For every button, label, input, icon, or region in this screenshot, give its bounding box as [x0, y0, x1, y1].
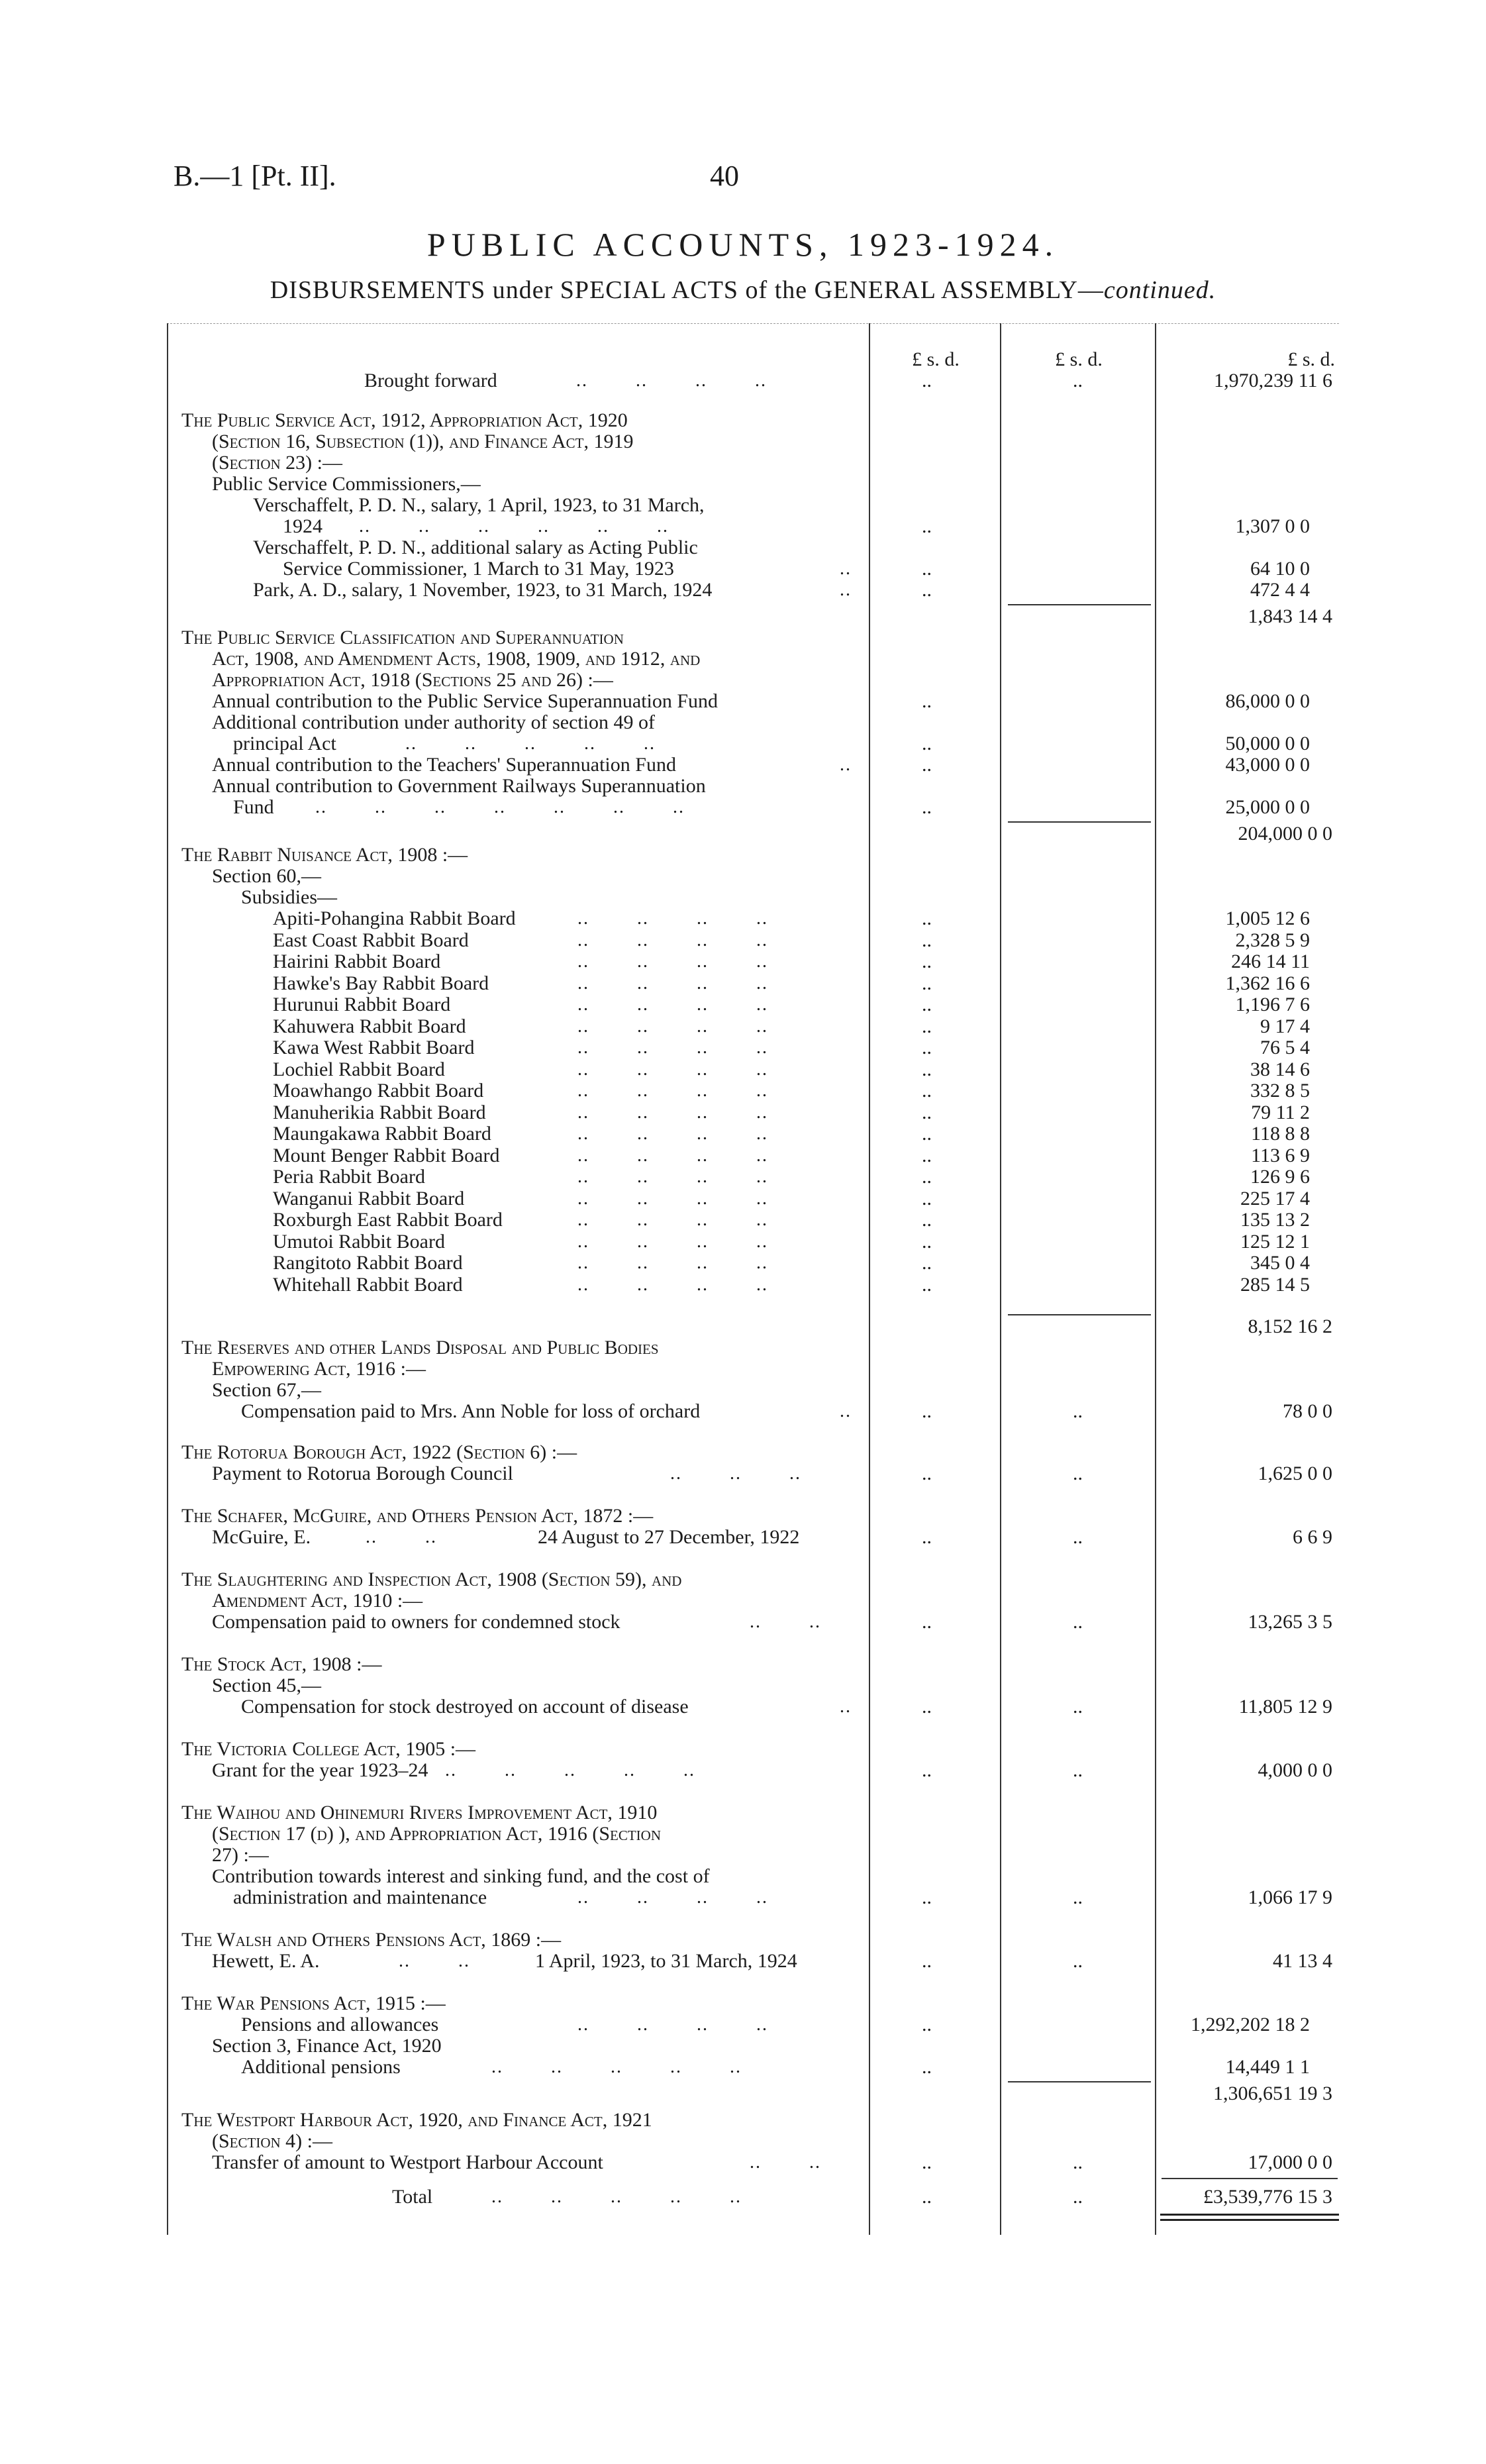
page-subtitle	[0, 276, 1486, 305]
section-heading	[167, 409, 1339, 432]
item-text: 1924	[283, 515, 322, 537]
item-row	[167, 690, 1339, 713]
item-period: 1 April, 1923, to 31 March, 1924	[535, 1950, 797, 1972]
heading-line: The Public Service Classification and Superannuation	[181, 627, 624, 648]
col2-dots: ..	[1073, 1759, 1083, 1781]
item-amount: 25,000 0 0	[1225, 796, 1310, 818]
col1-dots: ..	[922, 579, 932, 601]
heading-line: The Slaughtering and Inspection Act, 1908 (Section 59), and	[181, 1568, 682, 1590]
item-text: Grant for the year 1923–24	[212, 1759, 428, 1781]
item-amount: 472 4 4	[1250, 579, 1310, 601]
rabbit-board-amount: 9 17 4	[1260, 1015, 1310, 1037]
item-row	[167, 1886, 1339, 1909]
col1-dots: ..	[922, 1886, 932, 1908]
item-text: Transfer of amount to Westport Harbour Account	[212, 2151, 603, 2173]
heading-line: Empowering Act, 1916 :—	[212, 1358, 426, 1380]
rabbit-board-amount: 1,362 16 6	[1225, 972, 1310, 994]
item-amount: 1,292,202 18 2	[1191, 2014, 1310, 2035]
subheading-text: Section 45,—	[212, 1674, 321, 1696]
section-heading	[167, 1590, 1339, 1612]
rabbit-board-amount: 126 9 6	[1250, 1166, 1310, 1188]
rabbit-board-name: Roxburgh East Rabbit Board	[273, 1209, 503, 1231]
section-total: 1,843 14 4	[1248, 605, 1332, 627]
col3-value: 1,970,239 11 6	[1214, 370, 1332, 391]
item-row	[167, 1611, 1339, 1633]
rabbit-board-row	[167, 1274, 1339, 1296]
section-heading	[167, 1568, 1339, 1591]
item-row	[167, 1696, 1339, 1718]
heading-line: (Section 23) :—	[212, 452, 342, 474]
subheading-text: Section 60,—	[212, 865, 321, 887]
rabbit-board-amount: 246 14 11	[1231, 950, 1310, 972]
subheading	[167, 865, 1339, 888]
rabbit-board-row	[167, 1145, 1339, 1167]
item-text: principal Act	[233, 733, 336, 754]
item-amount: 14,449 1 1	[1225, 2056, 1310, 2078]
rabbit-board-amount: 113 6 9	[1251, 1145, 1310, 1166]
leader-dots: .. .. .. .. ..	[491, 2057, 742, 2077]
section-total: 4,000 0 0	[1258, 1759, 1332, 1781]
item-text: Payment to Rotorua Borough Council	[212, 1463, 513, 1484]
rabbit-board-row	[167, 994, 1339, 1016]
grand-total-rule	[1160, 2214, 1339, 2216]
rabbit-board-row	[167, 907, 1339, 930]
section-heading	[167, 2130, 1339, 2153]
leader-dots: .. .. .. ..	[577, 908, 768, 929]
col1-dots: ..	[922, 515, 932, 537]
col1-dots: ..	[922, 2014, 932, 2035]
subtitle-continued: continued.	[1103, 276, 1216, 304]
rabbit-board-row	[167, 1037, 1339, 1059]
item-row	[167, 1865, 1339, 1888]
col1-dots: ..	[922, 754, 932, 776]
rabbit-board-name: Whitehall Rabbit Board	[273, 1274, 463, 1296]
column-header-3: £ s. d.	[1287, 348, 1335, 370]
item-text: Park, A. D., salary, 1 November, 1923, to 31 March, 1924	[253, 579, 713, 601]
column-header-1: £ s. d.	[912, 348, 960, 370]
leader-dots: .. .. .. ..	[577, 1016, 768, 1037]
rabbit-board-amount: 79 11 2	[1251, 1102, 1310, 1123]
section-heading	[167, 2109, 1339, 2131]
section-total: 6 6 9	[1293, 1526, 1332, 1548]
section-heading	[167, 1653, 1339, 1676]
document-reference: B.—1 [Pt. II].	[173, 160, 336, 192]
col1-dots: ..	[922, 972, 932, 994]
rabbit-board-name: Kahuwera Rabbit Board	[273, 1015, 466, 1037]
rabbit-board-amount: 118 8 8	[1251, 1123, 1310, 1145]
item-row	[167, 2151, 1339, 2174]
col1-dots: ..	[922, 690, 932, 712]
section-heading	[167, 1358, 1339, 1380]
item-amount: 43,000 0 0	[1225, 754, 1310, 776]
section-heading	[167, 669, 1339, 692]
item-row	[167, 733, 1339, 755]
item-row	[167, 1463, 1339, 1485]
col2-dots: ..	[1073, 1611, 1083, 1633]
item-text: Annual contribution to Government Railways Superannuation	[212, 775, 706, 797]
leader-dots: .. .. .. ..	[577, 1145, 768, 1166]
subheading-text: Section 3, Finance Act, 1920	[212, 2035, 442, 2057]
item-row	[167, 2056, 1339, 2079]
col1-dots: ..	[922, 1950, 932, 1972]
item-text: Verschaffelt, P. D. N., additional salary as Acting Public	[253, 537, 698, 558]
leader-dots: .. .. .. ..	[577, 1123, 768, 1144]
rabbit-board-name: Apiti-Pohangina Rabbit Board	[273, 907, 516, 929]
item-amount: 50,000 0 0	[1225, 733, 1310, 754]
leader-dots: .. .. .. ..	[577, 1059, 768, 1080]
disbursements-table	[167, 323, 1339, 2235]
rabbit-board-row	[167, 1015, 1339, 1038]
section-heading	[167, 1823, 1339, 1845]
col2-dots: ..	[1073, 2151, 1083, 2173]
item-row	[167, 1759, 1339, 1782]
col1-dots: ..	[922, 1123, 932, 1145]
item-row	[167, 1400, 1339, 1423]
subheading-text: Subsidies—	[241, 886, 338, 908]
col1-dots: ..	[922, 558, 932, 580]
rabbit-board-name: Moawhango Rabbit Board	[273, 1080, 484, 1102]
col2-dots: ..	[1073, 1400, 1083, 1422]
col2-dots: ..	[1073, 1526, 1083, 1548]
heading-line: The Rabbit Nuisance Act, 1908 :—	[181, 844, 468, 866]
heading-line: The Waihou and Ohinemuri Rivers Improvement Act, 1910	[181, 1802, 658, 1823]
section-total: 204,000 0 0	[1238, 823, 1332, 845]
leader-dots: .. .. .. ..	[577, 1231, 768, 1252]
section-total: 1,306,651 19 3	[1213, 2082, 1332, 2104]
section-total: 13,265 3 5	[1248, 1611, 1332, 1633]
total-label: Total	[392, 2186, 433, 2208]
total-row	[167, 2186, 1339, 2208]
rabbit-board-row	[167, 1123, 1339, 1145]
rabbit-board-amount: 38 14 6	[1250, 1058, 1310, 1080]
leader-dots: .. .. .. .. ..	[405, 733, 656, 754]
rabbit-board-row	[167, 1209, 1339, 1231]
col1-dots: ..	[922, 1015, 932, 1037]
item-text: Compensation paid to owners for condemned stock	[212, 1611, 620, 1633]
col1-dots: ..	[922, 733, 932, 754]
col1-dots: ..	[922, 796, 932, 818]
item-text: administration and maintenance	[233, 1886, 487, 1908]
col2-dots: ..	[1073, 1463, 1083, 1484]
section-total: 1,066 17 9	[1248, 1886, 1332, 1908]
col1-dots: ..	[922, 1696, 932, 1718]
item-text: Verschaffelt, P. D. N., salary, 1 April, 1923, to 31 March,	[253, 494, 705, 516]
rabbit-board-name: Manuherikia Rabbit Board	[273, 1102, 486, 1123]
subheading	[167, 1379, 1339, 1402]
leader-dots: .. .. .. .. .. .. ..	[315, 797, 685, 817]
section-total-row	[167, 2082, 1339, 2105]
leader-dots: .. .. .. .. ..	[491, 2186, 742, 2207]
col2-value: ..	[1073, 370, 1083, 391]
rabbit-board-name: Peria Rabbit Board	[273, 1166, 425, 1188]
col1-value: ..	[922, 370, 932, 391]
rabbit-board-name: Wanganui Rabbit Board	[273, 1188, 465, 1209]
item-text: Annual contribution to the Public Service Superannuation Fund	[212, 690, 718, 712]
item-row	[167, 558, 1339, 580]
section-total: 1,625 0 0	[1258, 1463, 1332, 1484]
heading-line: (Section 17 (d) ), and Appropriation Act, 1916 (Section	[212, 1823, 662, 1845]
col2-dots: ..	[1073, 2186, 1083, 2208]
section-total: 11,805 12 9	[1238, 1696, 1332, 1718]
item-text: Additional pensions	[241, 2056, 401, 2078]
leader-dots: ..	[840, 580, 852, 600]
item-row	[167, 494, 1339, 517]
col1-dots: ..	[922, 1058, 932, 1080]
leader-dots: .. .. .. ..	[577, 1887, 768, 1908]
col1-dots: ..	[922, 1252, 932, 1274]
leader-dots: .. ..	[750, 1612, 821, 1632]
col1-dots: ..	[922, 1188, 932, 1209]
item-amount: 64 10 0	[1250, 558, 1310, 580]
rabbit-board-amount: 76 5 4	[1260, 1037, 1310, 1058]
leader-dots: .. ..	[399, 1951, 470, 1971]
col1-dots: ..	[922, 907, 932, 929]
leader-dots: .. .. ..	[670, 1463, 801, 1484]
col1-dots: ..	[922, 2056, 932, 2078]
col1-dots: ..	[922, 994, 932, 1015]
rabbit-board-row	[167, 1102, 1339, 1124]
rabbit-board-name: Umutoi Rabbit Board	[273, 1231, 445, 1253]
col1-dots: ..	[922, 1102, 932, 1123]
col1-dots: ..	[922, 1274, 932, 1296]
section-heading	[167, 648, 1339, 670]
brought-forward-row	[167, 370, 1339, 392]
rabbit-board-row	[167, 1231, 1339, 1253]
rabbit-board-name: East Coast Rabbit Board	[273, 929, 469, 951]
col1-dots: ..	[922, 1209, 932, 1231]
item-row	[167, 711, 1339, 734]
section-total-row	[167, 605, 1339, 628]
rabbit-board-row	[167, 950, 1339, 973]
col1-dots: ..	[922, 1231, 932, 1253]
page-number: 40	[710, 160, 739, 192]
leader-dots: .. .. .. ..	[577, 951, 768, 972]
col1-dots: ..	[922, 2186, 932, 2208]
leader-dots: .. .. .. ..	[577, 930, 768, 950]
item-text: Compensation paid to Mrs. Ann Noble for loss of orchard	[241, 1400, 701, 1422]
section-total: 78 0 0	[1283, 1400, 1332, 1422]
rabbit-board-row	[167, 972, 1339, 995]
section-heading	[167, 431, 1339, 453]
rabbit-board-row	[167, 1080, 1339, 1102]
rabbit-board-amount: 1,196 7 6	[1235, 994, 1310, 1015]
col1-dots: ..	[922, 1400, 932, 1422]
item-text: Annual contribution to the Teachers' Superannuation Fund	[212, 754, 676, 776]
leader-dots: ..	[840, 1696, 852, 1717]
leader-dots: .. .. .. ..	[577, 1253, 768, 1273]
heading-line: (Section 16, Subsection (1)), and Finance Act, 1919	[212, 431, 634, 452]
item-row	[167, 775, 1339, 797]
column-header-2: £ s. d.	[1055, 348, 1103, 370]
rabbit-board-name: Hairini Rabbit Board	[273, 950, 441, 972]
rabbit-board-amount: 332 8 5	[1250, 1080, 1310, 1102]
heading-line: 27) :—	[212, 1844, 269, 1866]
section-heading	[167, 1505, 1339, 1527]
heading-line: Appropriation Act, 1918 (Sections 25 and 26) :—	[212, 669, 613, 691]
col1-dots: ..	[922, 2151, 932, 2173]
heading-line: (Section 4) :—	[212, 2130, 332, 2152]
col1-dots: ..	[922, 950, 932, 972]
item-row	[167, 796, 1339, 819]
leader-dots: .. .. .. ..	[576, 370, 767, 391]
section-heading	[167, 1337, 1339, 1359]
leader-dots: ..	[840, 558, 852, 579]
section-heading	[167, 627, 1339, 649]
col1-dots: ..	[922, 1759, 932, 1781]
item-row	[167, 537, 1339, 559]
table-top-rule	[167, 323, 1339, 324]
col1-dots: ..	[922, 1037, 932, 1058]
section-total-row	[167, 823, 1339, 845]
section-heading	[167, 452, 1339, 474]
leader-dots: .. .. .. ..	[577, 973, 768, 994]
subheading	[167, 1674, 1339, 1697]
item-amount: 86,000 0 0	[1225, 690, 1310, 712]
rabbit-board-name: Lochiel Rabbit Board	[273, 1058, 445, 1080]
subheading	[167, 2035, 1339, 2057]
heading-line: The Rotorua Borough Act, 1922 (Section 6) :—	[181, 1441, 577, 1463]
item-text: Service Commissioner, 1 March to 31 May, 1923	[283, 558, 674, 580]
item-text: Additional contribution under authority of section 49 of	[212, 711, 656, 733]
heading-line: The Reserves and other Lands Disposal and Public Bodies	[181, 1337, 659, 1359]
section-total: 41 13 4	[1273, 1950, 1332, 1972]
page-title: PUBLIC ACCOUNTS, 1923-1924.	[426, 226, 1060, 263]
rabbit-board-amount: 285 14 5	[1240, 1274, 1310, 1296]
leader-dots: .. .. .. .. ..	[445, 1760, 695, 1780]
rabbit-board-name: Maungakawa Rabbit Board	[273, 1123, 491, 1145]
item-row	[167, 579, 1339, 601]
leader-dots: ..	[840, 754, 852, 775]
grand-total: £3,539,776 15 3	[1203, 2186, 1332, 2208]
rabbit-board-row	[167, 1188, 1339, 1210]
rabbit-board-name: Mount Benger Rabbit Board	[273, 1145, 500, 1166]
heading-line: Act, 1908, and Amendment Acts, 1908, 1909, and 1912, and	[212, 648, 701, 670]
leader-dots: .. .. .. .. .. ..	[359, 516, 669, 537]
rabbit-board-name: Hawke's Bay Rabbit Board	[273, 972, 489, 994]
section-heading	[167, 1738, 1339, 1761]
item-text: Hewett, E. A.	[212, 1950, 320, 1972]
rabbit-board-amount: 345 0 4	[1250, 1252, 1310, 1274]
leader-dots: .. ..	[366, 1527, 437, 1547]
section-heading	[167, 1802, 1339, 1824]
rabbit-board-row	[167, 1166, 1339, 1188]
leader-dots: .. .. .. ..	[577, 1188, 768, 1209]
item-text: Fund	[233, 796, 274, 818]
col1-dots: ..	[922, 1166, 932, 1188]
col2-dots: ..	[1073, 1886, 1083, 1908]
subtitle-main: DISBURSEMENTS under SPECIAL ACTS of the GENERAL ASSEMBLY—	[270, 276, 1104, 304]
heading-line: The Westport Harbour Act, 1920, and Finance Act, 1921	[181, 2109, 652, 2131]
section-heading	[167, 844, 1339, 866]
item-text: Compensation for stock destroyed on account of disease	[241, 1696, 689, 1718]
subheading	[167, 886, 1339, 909]
section-total: 17,000 0 0	[1248, 2151, 1332, 2173]
leader-dots: ..	[840, 1401, 852, 1421]
col1-dots: ..	[922, 1463, 932, 1484]
leader-dots: .. .. .. ..	[577, 2014, 768, 2035]
brought-forward-label: Brought forward	[364, 370, 497, 391]
rabbit-board-row	[167, 1058, 1339, 1081]
leader-dots: .. .. .. ..	[577, 1080, 768, 1101]
heading-line: The Public Service Act, 1912, Appropriation Act, 1920	[181, 409, 628, 431]
rabbit-board-row	[167, 1252, 1339, 1274]
section-heading	[167, 1844, 1339, 1867]
col2-dots: ..	[1073, 1696, 1083, 1718]
column-header-row	[167, 348, 1339, 371]
rabbit-board-amount: 2,328 5 9	[1235, 929, 1310, 951]
rabbit-board-amount: 125 12 1	[1240, 1231, 1310, 1253]
leader-dots: .. ..	[750, 2152, 821, 2173]
subheading	[167, 473, 1339, 495]
rabbit-board-amount: 135 13 2	[1240, 1209, 1310, 1231]
heading-line: The War Pensions Act, 1915 :—	[181, 1992, 446, 2014]
section-total: 8,152 16 2	[1248, 1315, 1332, 1337]
item-text: Pensions and allowances	[241, 2014, 439, 2035]
item-row	[167, 754, 1339, 776]
leader-dots: .. .. .. ..	[577, 1209, 768, 1230]
section-heading	[167, 1929, 1339, 1951]
col1-dots: ..	[922, 929, 932, 951]
item-period: 24 August to 27 December, 1922	[538, 1526, 800, 1548]
rabbit-board-row	[167, 929, 1339, 952]
heading-line: The Walsh and Others Pensions Act, 1869 :—	[181, 1929, 562, 1951]
grand-total-rule	[1160, 2219, 1339, 2221]
col1-dots: ..	[922, 1145, 932, 1166]
section-heading	[167, 1441, 1339, 1464]
item-text: McGuire, E.	[212, 1526, 311, 1548]
heading-line: The Stock Act, 1908 :—	[181, 1653, 382, 1675]
item-text: Contribution towards interest and sinking fund, and the cost of	[212, 1865, 710, 1887]
leader-dots: .. .. .. ..	[577, 1102, 768, 1123]
leader-dots: .. .. .. ..	[577, 1166, 768, 1187]
leader-dots: .. .. .. ..	[577, 1037, 768, 1058]
item-row	[167, 2014, 1339, 2036]
col1-dots: ..	[922, 1526, 932, 1548]
rabbit-board-name: Hurunui Rabbit Board	[273, 994, 451, 1015]
col1-dots: ..	[922, 1080, 932, 1102]
rabbit-board-name: Kawa West Rabbit Board	[273, 1037, 475, 1058]
col1-dots: ..	[922, 1611, 932, 1633]
item-row	[167, 515, 1339, 538]
item-amount: 1,307 0 0	[1235, 515, 1310, 537]
rabbit-board-name: Rangitoto Rabbit Board	[273, 1252, 463, 1274]
col2-dots: ..	[1073, 1950, 1083, 1972]
heading-line: Amendment Act, 1910 :—	[212, 1590, 423, 1612]
heading-line: The Victoria College Act, 1905 :—	[181, 1738, 476, 1760]
subheading-text: Section 67,—	[212, 1379, 321, 1401]
item-row	[167, 1950, 1339, 1973]
rabbit-board-amount: 225 17 4	[1240, 1188, 1310, 1209]
rabbit-board-amount: 1,005 12 6	[1225, 907, 1310, 929]
section-heading	[167, 1992, 1339, 2015]
item-row	[167, 1526, 1339, 1549]
leader-dots: .. .. .. ..	[577, 994, 768, 1015]
subheading-text: Public Service Commissioners,—	[212, 473, 481, 495]
heading-line: The Schafer, McGuire, and Others Pension Act, 1872 :—	[181, 1505, 654, 1527]
total-rule	[1162, 2178, 1338, 2179]
section-total-row	[167, 1315, 1339, 1338]
leader-dots: .. .. .. ..	[577, 1274, 768, 1295]
